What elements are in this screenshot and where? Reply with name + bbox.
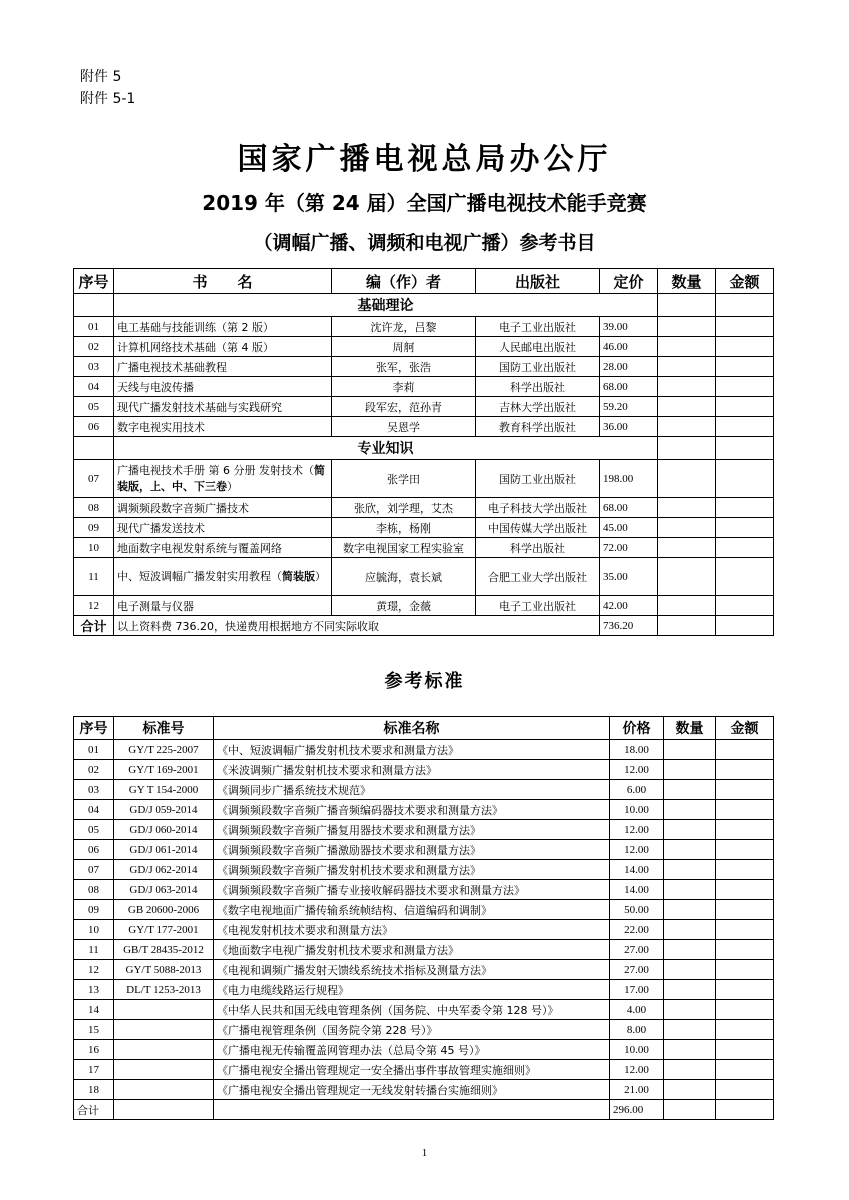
col-header: 标准号	[114, 717, 214, 740]
amount-cell	[716, 960, 774, 980]
table-row	[74, 760, 774, 780]
book-publisher: 中国传媒大学出版社	[476, 518, 600, 538]
row-number: 02	[74, 337, 114, 357]
standard-name: 《广播电视安全播出管理规定一安全播出事件事故管理实施细则》	[214, 1060, 610, 1080]
book-publisher: 电子工业出版社	[476, 317, 600, 337]
amount-cell	[716, 498, 774, 518]
standard-name: 《调频频段数字音频广播激励器技术要求和测量方法》	[214, 840, 610, 860]
amount-cell	[716, 740, 774, 760]
standard-price: 21.00	[610, 1080, 664, 1100]
table-row	[74, 740, 774, 760]
quantity-cell	[664, 760, 716, 780]
standard-price: 4.00	[610, 1000, 664, 1020]
standard-code: GD/J 060-2014	[114, 820, 214, 840]
competition-title: 2019 年（第 24 届）全国广播电视技术能手竞赛	[202, 191, 647, 215]
quantity-cell	[664, 1000, 716, 1020]
row-number: 07	[74, 860, 114, 880]
quantity-cell	[664, 840, 716, 860]
table-row	[74, 880, 774, 900]
row-number: 07	[74, 460, 114, 498]
table-row	[74, 900, 774, 920]
standard-code: GD/J 061-2014	[114, 840, 214, 860]
row-number: 18	[74, 1080, 114, 1100]
table-row	[74, 518, 774, 538]
amount-cell	[716, 940, 774, 960]
row-number: 06	[74, 840, 114, 860]
quantity-cell	[658, 417, 716, 437]
book-price: 39.00	[600, 317, 658, 337]
book-price: 45.00	[600, 518, 658, 538]
book-author: 段军宏，范孙青	[332, 397, 476, 417]
quantity-cell	[664, 1060, 716, 1080]
amount-cell	[716, 760, 774, 780]
table-row	[74, 596, 774, 616]
quantity-cell	[664, 900, 716, 920]
book-publisher: 科学出版社	[476, 538, 600, 558]
book-author: 黄璟，金薇	[332, 596, 476, 616]
standard-code: GY T 154-2000	[114, 780, 214, 800]
quantity-cell	[664, 800, 716, 820]
table-row	[74, 377, 774, 397]
table-row	[74, 397, 774, 417]
quantity-cell	[658, 538, 716, 558]
table-row	[74, 1080, 774, 1100]
quantity-cell	[664, 780, 716, 800]
total-note: 以上资料费 736.20，快递费用根据地方不同实际收取	[114, 616, 600, 636]
amount-cell	[716, 1040, 774, 1060]
book-price: 68.00	[600, 377, 658, 397]
book-title: 电子测量与仪器	[114, 596, 332, 616]
col-header: 序号	[74, 717, 114, 740]
standard-price: 17.00	[610, 980, 664, 1000]
amount-cell	[716, 780, 774, 800]
booklist-subtitle: （调幅广播、调频和电视广播）参考书目	[253, 232, 596, 254]
row-number: 12	[74, 960, 114, 980]
col-header: 书 名	[114, 269, 332, 294]
table-row	[74, 980, 774, 1000]
quantity-cell	[664, 1080, 716, 1100]
book-title: 电工基础与技能训练（第 2 版）	[114, 317, 332, 337]
book-price: 59.20	[600, 397, 658, 417]
standard-code	[114, 1060, 214, 1080]
book-price: 68.00	[600, 498, 658, 518]
amount-cell	[716, 880, 774, 900]
row-number: 14	[74, 1000, 114, 1020]
total-label: 合计	[74, 1100, 114, 1120]
amount-cell	[716, 920, 774, 940]
quantity-cell	[664, 880, 716, 900]
standard-code: GD/J 062-2014	[114, 860, 214, 880]
book-price: 72.00	[600, 538, 658, 558]
row-number: 04	[74, 377, 114, 397]
row-number: 11	[74, 940, 114, 960]
row-number: 11	[74, 558, 114, 596]
col-header: 出版社	[476, 269, 600, 294]
standard-code: GY/T 177-2001	[114, 920, 214, 940]
amount-cell	[716, 1080, 774, 1100]
table-row	[74, 417, 774, 437]
table-row	[74, 538, 774, 558]
total-label: 合计	[74, 616, 114, 636]
book-title: 中、短波调幅广播发射实用教程（简装版）	[114, 558, 332, 596]
standard-price: 14.00	[610, 860, 664, 880]
book-title: 广播电视技术基础教程	[114, 357, 332, 377]
amount-cell	[716, 1000, 774, 1020]
row-number: 09	[74, 518, 114, 538]
table-row	[74, 1040, 774, 1060]
col-header: 金额	[716, 269, 774, 294]
standard-name: 《调频频段数字音频广播发射机技术要求和测量方法》	[214, 860, 610, 880]
row-number: 13	[74, 980, 114, 1000]
book-price: 198.00	[600, 460, 658, 498]
quantity-cell	[664, 740, 716, 760]
standards-table	[73, 716, 774, 1120]
col-header: 金额	[716, 717, 774, 740]
table-row	[74, 780, 774, 800]
table-row	[74, 920, 774, 940]
standard-price: 12.00	[610, 760, 664, 780]
row-number: 12	[74, 596, 114, 616]
standard-name: 《广播电视管理条例（国务院令第 228 号）》	[214, 1020, 610, 1040]
amount-cell	[716, 357, 774, 377]
table-row	[74, 1060, 774, 1080]
table-row	[74, 1000, 774, 1020]
quantity-cell	[658, 498, 716, 518]
standard-name: 《调频频段数字音频广播音频编码器技术要求和测量方法》	[214, 800, 610, 820]
table-row	[74, 840, 774, 860]
book-publisher: 电子科技大学出版社	[476, 498, 600, 518]
amount-cell	[716, 860, 774, 880]
standard-code: GY/T 5088-2013	[114, 960, 214, 980]
standard-name: 《电力电缆线路运行规程》	[214, 980, 610, 1000]
amount-cell	[716, 377, 774, 397]
standard-price: 12.00	[610, 840, 664, 860]
standard-price: 10.00	[610, 800, 664, 820]
standard-name: 《调频同步广播系统技术规范》	[214, 780, 610, 800]
quantity-cell	[664, 920, 716, 940]
standard-code: GY/T 225-2007	[114, 740, 214, 760]
book-price: 36.00	[600, 417, 658, 437]
book-price: 42.00	[600, 596, 658, 616]
table-row	[74, 317, 774, 337]
book-title: 计算机网络技术基础（第 4 版）	[114, 337, 332, 357]
book-list-table	[73, 268, 774, 636]
quantity-cell	[664, 940, 716, 960]
book-publisher: 人民邮电出版社	[476, 337, 600, 357]
row-number: 10	[74, 920, 114, 940]
row-number: 04	[74, 800, 114, 820]
table-row	[74, 1020, 774, 1040]
col-header: 数量	[658, 269, 716, 294]
table-row	[74, 357, 774, 377]
page-title: 国家广播电视总局办公厅	[237, 142, 612, 177]
col-header: 定价	[600, 269, 658, 294]
quantity-cell	[658, 377, 716, 397]
standard-name: 《调频频段数字音频广播专业接收解码器技术要求和测量方法》	[214, 880, 610, 900]
row-number: 10	[74, 538, 114, 558]
standard-name: 《地面数字电视广播发射机技术要求和测量方法》	[214, 940, 610, 960]
amount-cell	[716, 800, 774, 820]
book-author: 李莉	[332, 377, 476, 397]
book-title: 现代广播发送技术	[114, 518, 332, 538]
standard-price: 12.00	[610, 820, 664, 840]
book-publisher: 电子工业出版社	[476, 596, 600, 616]
book-author: 沈许龙，吕黎	[332, 317, 476, 337]
standard-code: GD/J 059-2014	[114, 800, 214, 820]
standard-code: GY/T 169-2001	[114, 760, 214, 780]
row-number: 08	[74, 880, 114, 900]
standard-price: 6.00	[610, 780, 664, 800]
sub-attachment-label: 附件 5-1	[80, 91, 136, 107]
col-header: 编（作）者	[332, 269, 476, 294]
book-title: 数字电视实用技术	[114, 417, 332, 437]
book-author: 张欣，刘学理，艾杰	[332, 498, 476, 518]
page-number: 1	[421, 1147, 428, 1159]
book-publisher: 吉林大学出版社	[476, 397, 600, 417]
total-row	[74, 1100, 774, 1120]
total-price: 296.00	[610, 1100, 664, 1120]
amount-cell	[716, 417, 774, 437]
book-title: 现代广播发射技术基础与实践研究	[114, 397, 332, 417]
standard-name: 《中、短波调幅广播发射机技术要求和测量方法》	[214, 740, 610, 760]
standard-code	[114, 1040, 214, 1060]
amount-cell	[716, 840, 774, 860]
section-title: 基础理论	[114, 294, 658, 317]
standard-price: 8.00	[610, 1020, 664, 1040]
book-title: 调频频段数字音频广播技术	[114, 498, 332, 518]
amount-cell	[716, 538, 774, 558]
standard-price: 27.00	[610, 960, 664, 980]
standard-name: 《数字电视地面广播传输系统帧结构、信道编码和调制》	[214, 900, 610, 920]
total-row	[74, 616, 774, 636]
quantity-cell	[658, 337, 716, 357]
standard-code: DL/T 1253-2013	[114, 980, 214, 1000]
amount-cell	[716, 900, 774, 920]
col-header: 标准名称	[214, 717, 610, 740]
book-author: 张学田	[332, 460, 476, 498]
row-number: 16	[74, 1040, 114, 1060]
table-row	[74, 558, 774, 596]
row-number: 09	[74, 900, 114, 920]
col-header: 价格	[610, 717, 664, 740]
standard-code	[114, 1000, 214, 1020]
total-price: 736.20	[600, 616, 658, 636]
standard-price: 22.00	[610, 920, 664, 940]
book-title: 地面数字电视发射系统与覆盖网络	[114, 538, 332, 558]
standard-code	[114, 1020, 214, 1040]
book-publisher: 合肥工业大学出版社	[476, 558, 600, 596]
row-number: 15	[74, 1020, 114, 1040]
amount-cell	[716, 397, 774, 417]
standard-code: GB 20600-2006	[114, 900, 214, 920]
row-number: 05	[74, 397, 114, 417]
quantity-cell	[664, 980, 716, 1000]
quantity-cell	[664, 820, 716, 840]
book-publisher: 科学出版社	[476, 377, 600, 397]
quantity-cell	[658, 518, 716, 538]
standard-name: 《电视发射机技术要求和测量方法》	[214, 920, 610, 940]
amount-cell	[716, 1020, 774, 1040]
standard-name: 《调频频段数字音频广播复用器技术要求和测量方法》	[214, 820, 610, 840]
book-publisher: 教育科学出版社	[476, 417, 600, 437]
row-number: 03	[74, 357, 114, 377]
standard-price: 27.00	[610, 940, 664, 960]
standard-name: 《米波调频广播发射机技术要求和测量方法》	[214, 760, 610, 780]
standard-code: GB/T 28435-2012	[114, 940, 214, 960]
col-header: 数量	[664, 717, 716, 740]
book-author: 周舸	[332, 337, 476, 357]
col-header: 序号	[74, 269, 114, 294]
row-number: 06	[74, 417, 114, 437]
book-author: 张军，张浩	[332, 357, 476, 377]
table-row	[74, 460, 774, 498]
quantity-cell	[658, 317, 716, 337]
standard-name: 《广播电视无传输覆盖网管理办法（总局令第 45 号）》	[214, 1040, 610, 1060]
book-author: 数字电视国家工程实验室	[332, 538, 476, 558]
quantity-cell	[664, 860, 716, 880]
book-price: 46.00	[600, 337, 658, 357]
quantity-cell	[658, 397, 716, 417]
section-title: 专业知识	[114, 437, 658, 460]
book-author: 应毓海，袁长斌	[332, 558, 476, 596]
standard-code: GD/J 063-2014	[114, 880, 214, 900]
table-row	[74, 860, 774, 880]
standard-code	[114, 1080, 214, 1100]
amount-cell	[716, 518, 774, 538]
table-row	[74, 960, 774, 980]
book-price: 35.00	[600, 558, 658, 596]
table-row	[74, 498, 774, 518]
book-title: 天线与电波传播	[114, 377, 332, 397]
standard-price: 12.00	[610, 1060, 664, 1080]
standard-name: 《广播电视安全播出管理规定一无线发射转播台实施细则》	[214, 1080, 610, 1100]
table-row	[74, 940, 774, 960]
row-number: 05	[74, 820, 114, 840]
section-row	[74, 437, 774, 460]
row-number: 03	[74, 780, 114, 800]
book-author: 李栋，杨刚	[332, 518, 476, 538]
table-row	[74, 337, 774, 357]
amount-cell	[716, 337, 774, 357]
row-number: 01	[74, 740, 114, 760]
standard-name: 《电视和调频广播发射天馈线系统技术指标及测量方法》	[214, 960, 610, 980]
standards-title: 参考标准	[384, 671, 465, 692]
amount-cell	[716, 1060, 774, 1080]
quantity-cell	[664, 960, 716, 980]
standard-price: 14.00	[610, 880, 664, 900]
standard-price: 10.00	[610, 1040, 664, 1060]
amount-cell	[716, 980, 774, 1000]
row-number: 17	[74, 1060, 114, 1080]
amount-cell	[716, 317, 774, 337]
quantity-cell	[664, 1020, 716, 1040]
row-number: 02	[74, 760, 114, 780]
book-publisher: 国防工业出版社	[476, 357, 600, 377]
section-row	[74, 294, 774, 317]
table-row	[74, 800, 774, 820]
table-header-row	[74, 269, 774, 294]
book-publisher: 国防工业出版社	[476, 460, 600, 498]
standard-name: 《中华人民共和国无线电管理条例（国务院、中央军委令第 128 号）》	[214, 1000, 610, 1020]
table-row	[74, 820, 774, 840]
book-price: 28.00	[600, 357, 658, 377]
table-header-row	[74, 717, 774, 740]
book-title: 广播电视技术手册 第 6 分册 发射技术（简装版，上、中、下三卷）	[114, 460, 332, 498]
standard-price: 18.00	[610, 740, 664, 760]
amount-cell	[716, 820, 774, 840]
quantity-cell	[664, 1040, 716, 1060]
row-number: 01	[74, 317, 114, 337]
book-author: 吴恩学	[332, 417, 476, 437]
standard-price: 50.00	[610, 900, 664, 920]
row-number: 08	[74, 498, 114, 518]
quantity-cell	[658, 357, 716, 377]
attachment-label: 附件 5	[80, 69, 122, 85]
